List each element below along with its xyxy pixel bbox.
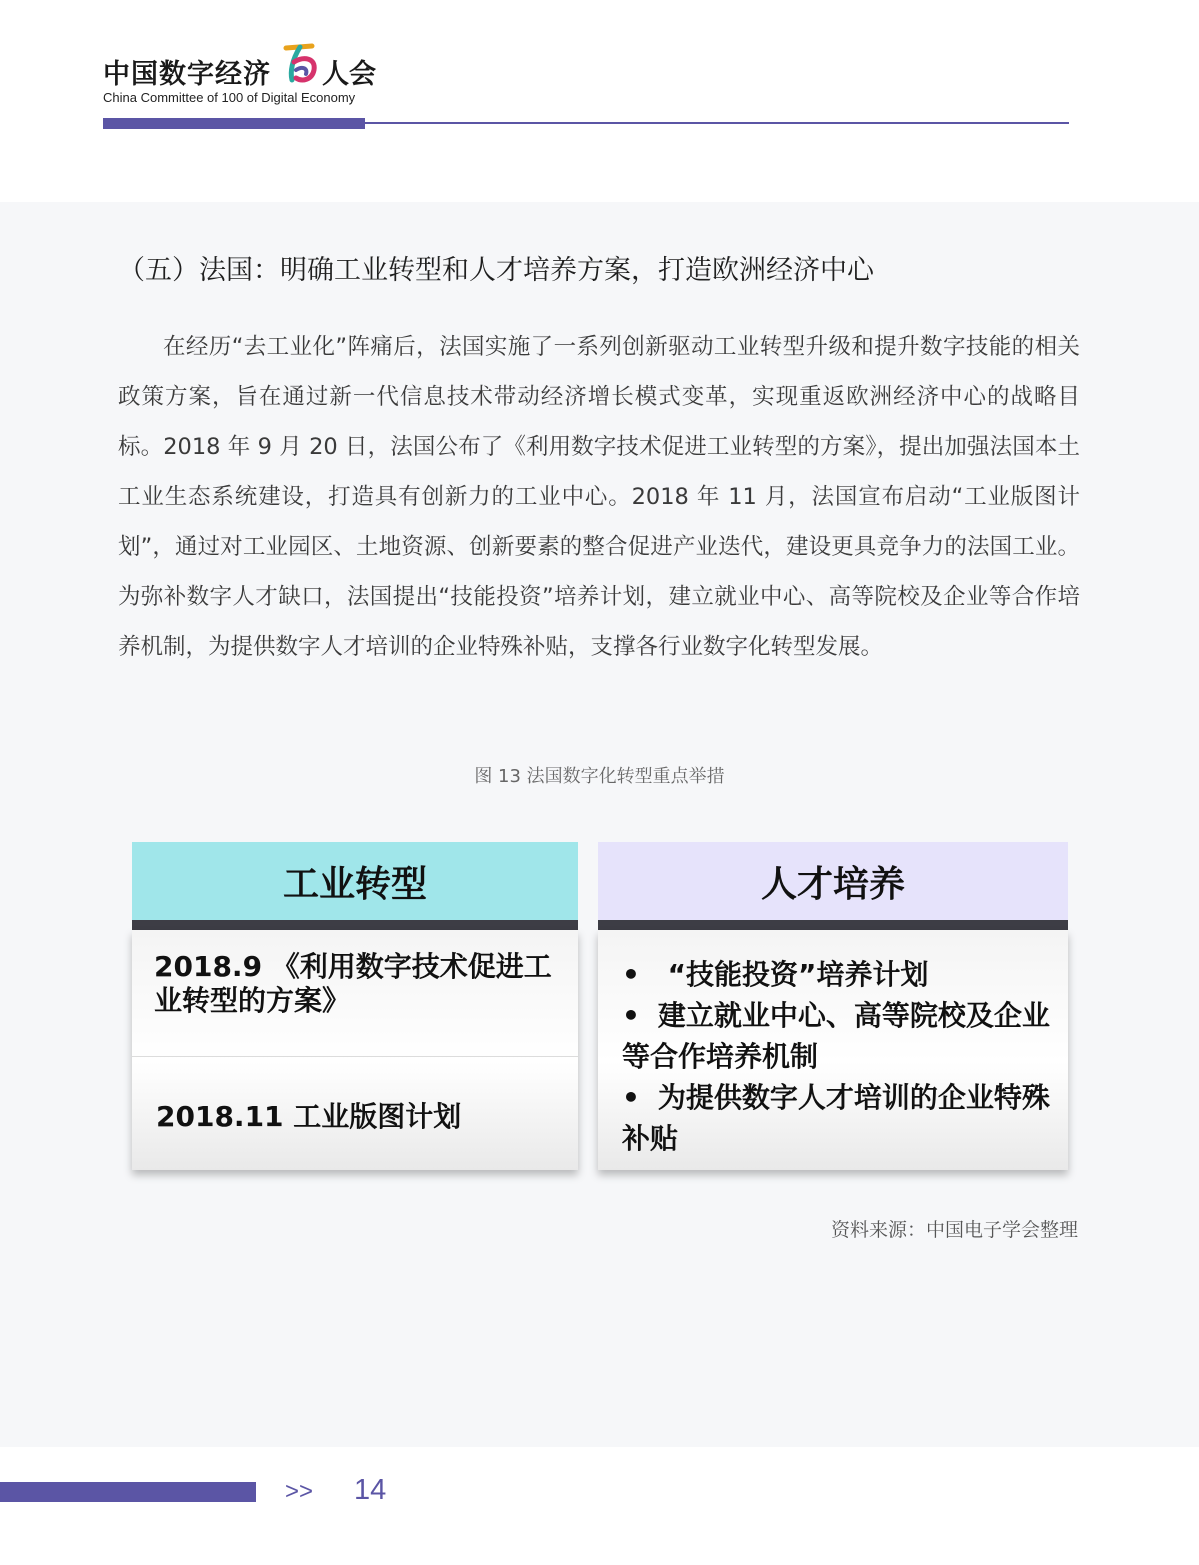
section-title: （五）法国：明确工业转型和人才培养方案，打造欧洲经济中心 <box>118 255 874 286</box>
card-body <box>132 930 578 1170</box>
next-arrows-icon: >> <box>285 1478 314 1505</box>
card-divider <box>598 920 1068 930</box>
figure-caption: 图 13 法国数字化转型重点举措 <box>474 766 725 787</box>
logo-text: 中国数字经济 <box>103 59 271 90</box>
card-divider <box>132 920 578 930</box>
list-item: • “技能投资”培养计划 <box>622 954 1052 995</box>
item-divider <box>132 1056 578 1057</box>
logo-subtitle: China Committee of 100 of Digital Economy <box>103 90 356 105</box>
header-accent-bar <box>103 118 365 129</box>
card-title: 人才培养 <box>598 842 1068 920</box>
bullet-list <box>622 954 1052 1159</box>
page-header <box>0 0 1199 200</box>
talent-cultivation-card <box>598 842 1068 1170</box>
hundred-logo-icon <box>282 40 324 86</box>
policy-item: 2018.11 工业版图计划 <box>156 1100 462 1133</box>
body-paragraph: 在经历“去工业化”阵痛后，法国实施了一系列创新驱动工业转型升级和提升数字技能的相关政策方案，旨在通过新一代信息技术带动经济增长模式变革，实现重返欧洲经济中心的战略目标。2018 年 9 月 20 日，法国公布了《利用数字技术促进工业转型的方案》，提出加强法国本土工业生态系统建设，打造具有创新力的工业中心。2018 年 11 月，法国宣布启动“工业版图计划”，通过对工业园区、土地资源、创新要素的整合促进产业迭代，建设更具竞争力的法国工业。为弥补数字人才缺口，法国提出“技能投资”培养计划，建立就业中心、高等院校及企业等合作培养机制，为提供数字人才培训的企业特殊补贴，支撑各行业数字化转型发展。 <box>118 334 1080 660</box>
source-note: 资料来源：中国电子学会整理 <box>830 1219 1078 1241</box>
header-rule <box>365 122 1069 124</box>
industry-transformation-card <box>132 842 578 1170</box>
list-item: • 建立就业中心、高等院校及企业等合作培养机制 <box>622 995 1052 1077</box>
card-title: 工业转型 <box>132 842 578 920</box>
page-number: 14 <box>354 1474 387 1506</box>
list-item: • 为提供数字人才培训的企业特殊补贴 <box>622 1077 1052 1159</box>
footer-accent-bar <box>0 1482 256 1502</box>
policy-item: 2018.9 《利用数字技术促进工业转型的方案》 <box>154 950 552 1017</box>
card-body <box>598 930 1068 1170</box>
logo-text-suffix: 人会 <box>322 59 376 90</box>
